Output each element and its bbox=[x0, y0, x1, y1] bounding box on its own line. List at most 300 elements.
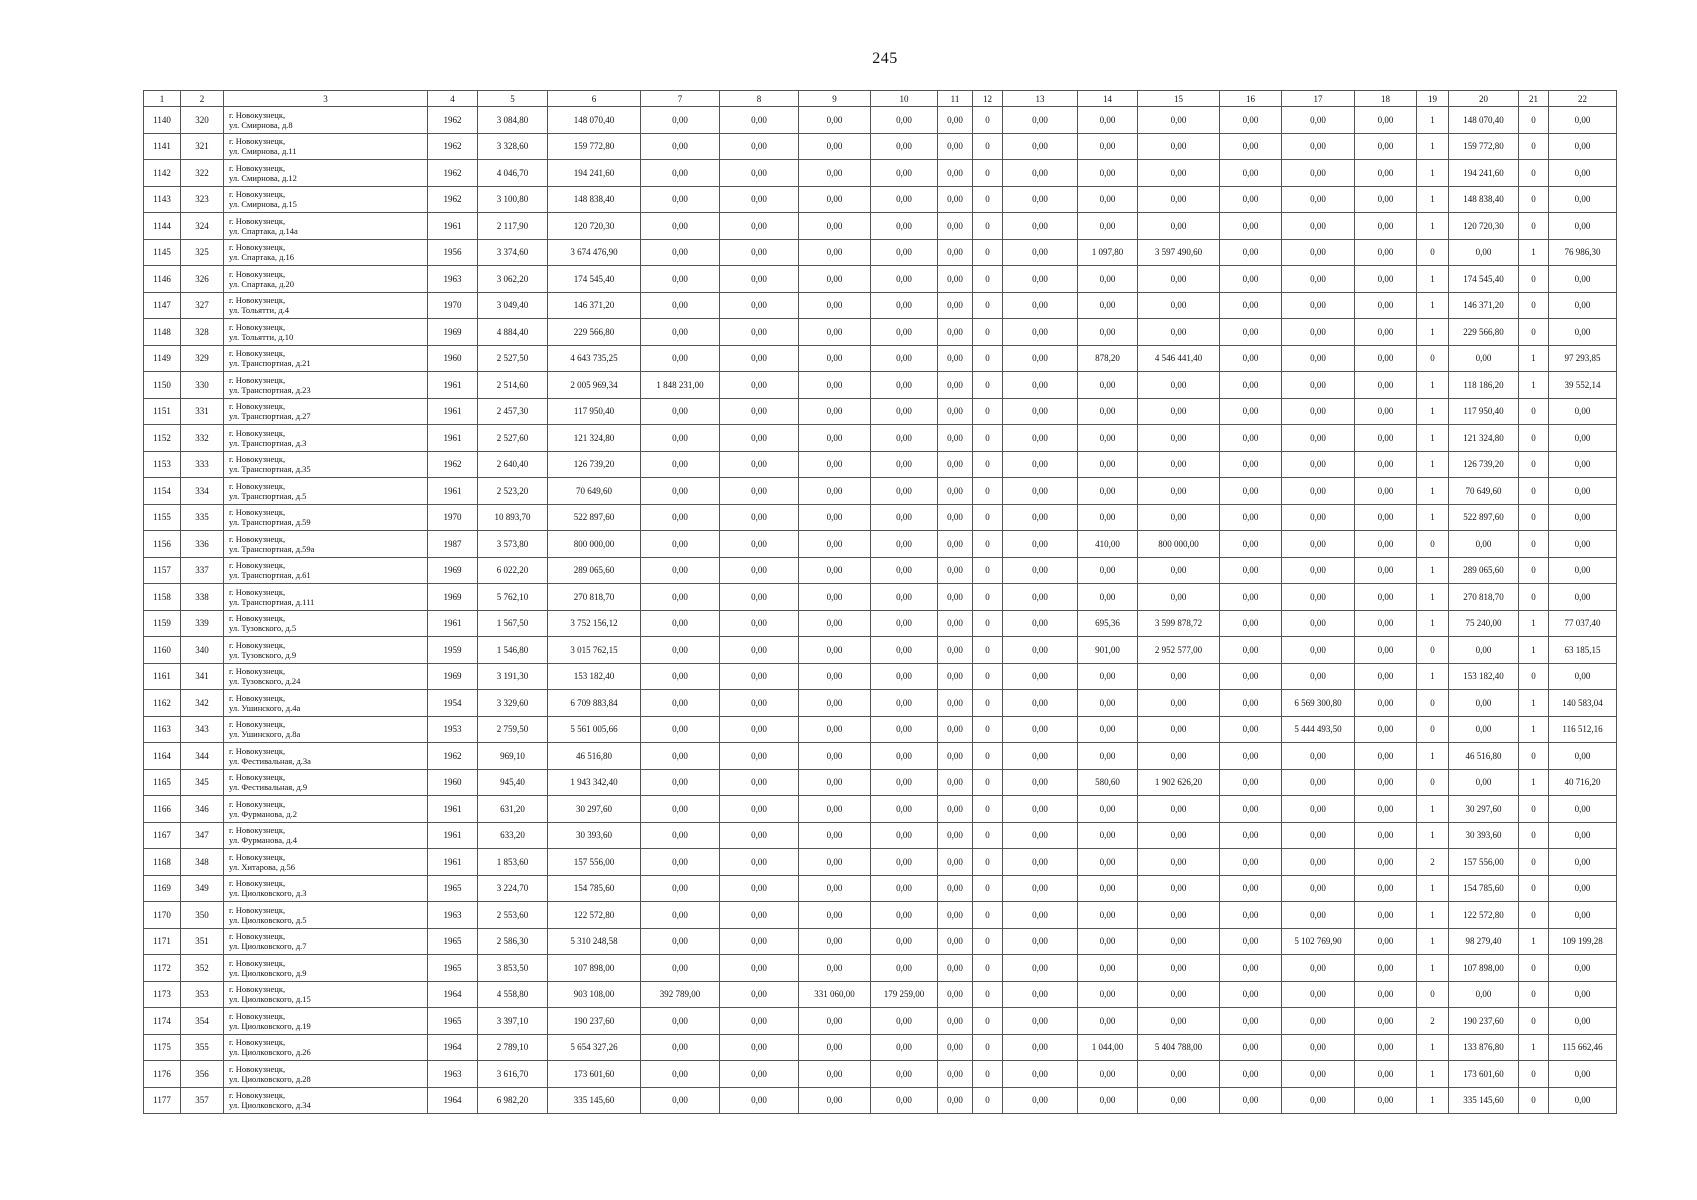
cell-col-9: 0,00 bbox=[799, 478, 871, 505]
cell-col-14: 0,00 bbox=[1078, 875, 1138, 902]
column-number-11: 11 bbox=[938, 91, 973, 107]
cell-col-12: 0 bbox=[973, 584, 1003, 611]
cell-col-11: 0,00 bbox=[938, 1008, 973, 1035]
cell-col-22: 0,00 bbox=[1549, 531, 1617, 558]
cell-col-17: 0,00 bbox=[1282, 1034, 1355, 1061]
cell-col-6: 2 005 969,34 bbox=[548, 372, 641, 399]
table-row bbox=[144, 186, 1617, 213]
cell-col-6: 30 297,60 bbox=[548, 796, 641, 823]
cell-col-2: 346 bbox=[181, 796, 224, 823]
cell-col-17: 0,00 bbox=[1282, 557, 1355, 584]
cell-col-15: 0,00 bbox=[1138, 822, 1220, 849]
cell-col-10: 0,00 bbox=[871, 637, 938, 664]
cell-col-4: 1962 bbox=[428, 743, 478, 770]
cell-col-5: 2 640,40 bbox=[478, 451, 548, 478]
cell-col-17: 0,00 bbox=[1282, 531, 1355, 558]
table-row bbox=[144, 133, 1617, 160]
cell-col-7: 0,00 bbox=[641, 690, 720, 717]
cell-col-14: 0,00 bbox=[1078, 478, 1138, 505]
cell-col-17: 0,00 bbox=[1282, 504, 1355, 531]
column-number-19: 19 bbox=[1417, 91, 1449, 107]
cell-col-4: 1954 bbox=[428, 690, 478, 717]
cell-col-13: 0,00 bbox=[1003, 319, 1078, 346]
cell-col-10: 0,00 bbox=[871, 107, 938, 134]
cell-col-8: 0,00 bbox=[720, 239, 799, 266]
cell-col-20: 522 897,60 bbox=[1449, 504, 1519, 531]
cell-col-4: 1962 bbox=[428, 451, 478, 478]
cell-col-10: 0,00 bbox=[871, 239, 938, 266]
cell-col-21: 1 bbox=[1519, 610, 1549, 637]
cell-col-17: 0,00 bbox=[1282, 345, 1355, 372]
cell-col-2: 333 bbox=[181, 451, 224, 478]
cell-col-17: 0,00 bbox=[1282, 1087, 1355, 1114]
cell-col-6: 522 897,60 bbox=[548, 504, 641, 531]
cell-col-18: 0,00 bbox=[1355, 239, 1417, 266]
cell-col-6: 3 015 762,15 bbox=[548, 637, 641, 664]
cell-col-19: 0 bbox=[1417, 981, 1449, 1008]
address-cell: г. Новокузнецк, ул. Транспортная, д.3 bbox=[224, 425, 428, 452]
cell-col-16: 0,00 bbox=[1220, 451, 1282, 478]
table-row bbox=[144, 239, 1617, 266]
cell-col-19: 0 bbox=[1417, 716, 1449, 743]
cell-col-7: 0,00 bbox=[641, 928, 720, 955]
cell-col-9: 0,00 bbox=[799, 1087, 871, 1114]
cell-col-16: 0,00 bbox=[1220, 690, 1282, 717]
cell-col-16: 0,00 bbox=[1220, 902, 1282, 929]
cell-col-17: 0,00 bbox=[1282, 584, 1355, 611]
table-row bbox=[144, 451, 1617, 478]
column-number-15: 15 bbox=[1138, 91, 1220, 107]
cell-col-7: 0,00 bbox=[641, 1034, 720, 1061]
cell-col-5: 4 558,80 bbox=[478, 981, 548, 1008]
address-cell: г. Новокузнецк, ул. Транспортная, д.23 bbox=[224, 372, 428, 399]
cell-col-21: 1 bbox=[1519, 716, 1549, 743]
cell-col-16: 0,00 bbox=[1220, 133, 1282, 160]
cell-col-6: 5 654 327,26 bbox=[548, 1034, 641, 1061]
cell-col-19: 1 bbox=[1417, 1061, 1449, 1088]
cell-col-13: 0,00 bbox=[1003, 663, 1078, 690]
cell-col-9: 0,00 bbox=[799, 955, 871, 982]
cell-col-9: 0,00 bbox=[799, 769, 871, 796]
cell-col-7: 0,00 bbox=[641, 610, 720, 637]
cell-col-14: 0,00 bbox=[1078, 955, 1138, 982]
cell-col-20: 126 739,20 bbox=[1449, 451, 1519, 478]
cell-col-19: 1 bbox=[1417, 796, 1449, 823]
cell-col-21: 0 bbox=[1519, 266, 1549, 293]
cell-col-14: 1 044,00 bbox=[1078, 1034, 1138, 1061]
cell-col-8: 0,00 bbox=[720, 345, 799, 372]
cell-col-17: 0,00 bbox=[1282, 239, 1355, 266]
column-number-1: 1 bbox=[144, 91, 181, 107]
cell-col-11: 0,00 bbox=[938, 928, 973, 955]
cell-col-13: 0,00 bbox=[1003, 716, 1078, 743]
cell-col-19: 2 bbox=[1417, 849, 1449, 876]
cell-col-4: 1970 bbox=[428, 292, 478, 319]
cell-col-18: 0,00 bbox=[1355, 213, 1417, 240]
column-number-10: 10 bbox=[871, 91, 938, 107]
cell-col-15: 0,00 bbox=[1138, 902, 1220, 929]
cell-col-12: 0 bbox=[973, 1087, 1003, 1114]
cell-col-1: 1154 bbox=[144, 478, 181, 505]
cell-col-19: 1 bbox=[1417, 902, 1449, 929]
cell-col-8: 0,00 bbox=[720, 292, 799, 319]
cell-col-14: 0,00 bbox=[1078, 928, 1138, 955]
cell-col-20: 122 572,80 bbox=[1449, 902, 1519, 929]
cell-col-19: 1 bbox=[1417, 478, 1449, 505]
cell-col-2: 340 bbox=[181, 637, 224, 664]
cell-col-9: 0,00 bbox=[799, 796, 871, 823]
cell-col-11: 0,00 bbox=[938, 822, 973, 849]
cell-col-13: 0,00 bbox=[1003, 133, 1078, 160]
cell-col-13: 0,00 bbox=[1003, 902, 1078, 929]
cell-col-1: 1175 bbox=[144, 1034, 181, 1061]
cell-col-16: 0,00 bbox=[1220, 345, 1282, 372]
cell-col-13: 0,00 bbox=[1003, 1087, 1078, 1114]
column-number-5: 5 bbox=[478, 91, 548, 107]
cell-col-22: 0,00 bbox=[1549, 584, 1617, 611]
cell-col-8: 0,00 bbox=[720, 716, 799, 743]
cell-col-16: 0,00 bbox=[1220, 716, 1282, 743]
cell-col-7: 0,00 bbox=[641, 1087, 720, 1114]
table-row bbox=[144, 584, 1617, 611]
cell-col-13: 0,00 bbox=[1003, 1008, 1078, 1035]
cell-col-21: 1 bbox=[1519, 239, 1549, 266]
column-number-8: 8 bbox=[720, 91, 799, 107]
cell-col-8: 0,00 bbox=[720, 133, 799, 160]
cell-col-11: 0,00 bbox=[938, 637, 973, 664]
address-cell: г. Новокузнецк, ул. Смирнова, д.12 bbox=[224, 160, 428, 187]
cell-col-13: 0,00 bbox=[1003, 239, 1078, 266]
cell-col-1: 1140 bbox=[144, 107, 181, 134]
cell-col-20: 0,00 bbox=[1449, 531, 1519, 558]
cell-col-13: 0,00 bbox=[1003, 769, 1078, 796]
cell-col-18: 0,00 bbox=[1355, 186, 1417, 213]
cell-col-16: 0,00 bbox=[1220, 1034, 1282, 1061]
cell-col-8: 0,00 bbox=[720, 981, 799, 1008]
cell-col-17: 0,00 bbox=[1282, 266, 1355, 293]
cell-col-11: 0,00 bbox=[938, 292, 973, 319]
table-row bbox=[144, 610, 1617, 637]
cell-col-20: 0,00 bbox=[1449, 716, 1519, 743]
cell-col-15: 0,00 bbox=[1138, 690, 1220, 717]
cell-col-13: 0,00 bbox=[1003, 981, 1078, 1008]
cell-col-18: 0,00 bbox=[1355, 1087, 1417, 1114]
cell-col-5: 945,40 bbox=[478, 769, 548, 796]
cell-col-4: 1961 bbox=[428, 610, 478, 637]
cell-col-22: 0,00 bbox=[1549, 955, 1617, 982]
cell-col-10: 0,00 bbox=[871, 292, 938, 319]
cell-col-21: 0 bbox=[1519, 292, 1549, 319]
cell-col-9: 0,00 bbox=[799, 637, 871, 664]
cell-col-9: 0,00 bbox=[799, 902, 871, 929]
cell-col-5: 3 224,70 bbox=[478, 875, 548, 902]
cell-col-10: 0,00 bbox=[871, 557, 938, 584]
cell-col-15: 0,00 bbox=[1138, 557, 1220, 584]
cell-col-2: 337 bbox=[181, 557, 224, 584]
cell-col-22: 0,00 bbox=[1549, 557, 1617, 584]
cell-col-14: 0,00 bbox=[1078, 796, 1138, 823]
column-number-14: 14 bbox=[1078, 91, 1138, 107]
cell-col-1: 1158 bbox=[144, 584, 181, 611]
cell-col-7: 0,00 bbox=[641, 345, 720, 372]
cell-col-12: 0 bbox=[973, 451, 1003, 478]
cell-col-2: 327 bbox=[181, 292, 224, 319]
cell-col-1: 1161 bbox=[144, 663, 181, 690]
cell-col-1: 1168 bbox=[144, 849, 181, 876]
cell-col-11: 0,00 bbox=[938, 345, 973, 372]
cell-col-5: 633,20 bbox=[478, 822, 548, 849]
cell-col-12: 0 bbox=[973, 637, 1003, 664]
cell-col-20: 70 649,60 bbox=[1449, 478, 1519, 505]
cell-col-15: 0,00 bbox=[1138, 716, 1220, 743]
cell-col-13: 0,00 bbox=[1003, 398, 1078, 425]
cell-col-21: 0 bbox=[1519, 425, 1549, 452]
cell-col-8: 0,00 bbox=[720, 902, 799, 929]
cell-col-14: 878,20 bbox=[1078, 345, 1138, 372]
cell-col-8: 0,00 bbox=[720, 478, 799, 505]
cell-col-20: 118 186,20 bbox=[1449, 372, 1519, 399]
cell-col-12: 0 bbox=[973, 266, 1003, 293]
cell-col-18: 0,00 bbox=[1355, 133, 1417, 160]
cell-col-1: 1171 bbox=[144, 928, 181, 955]
cell-col-20: 30 297,60 bbox=[1449, 796, 1519, 823]
address-cell: г. Новокузнецк, ул. Циолковского, д.28 bbox=[224, 1061, 428, 1088]
cell-col-6: 148 838,40 bbox=[548, 186, 641, 213]
table-row bbox=[144, 531, 1617, 558]
cell-col-15: 0,00 bbox=[1138, 504, 1220, 531]
cell-col-14: 0,00 bbox=[1078, 743, 1138, 770]
cell-col-15: 0,00 bbox=[1138, 372, 1220, 399]
cell-col-15: 0,00 bbox=[1138, 133, 1220, 160]
table-row bbox=[144, 981, 1617, 1008]
cell-col-9: 0,00 bbox=[799, 743, 871, 770]
cell-col-10: 0,00 bbox=[871, 902, 938, 929]
cell-col-1: 1144 bbox=[144, 213, 181, 240]
cell-col-6: 120 720,30 bbox=[548, 213, 641, 240]
cell-col-6: 148 070,40 bbox=[548, 107, 641, 134]
cell-col-20: 289 065,60 bbox=[1449, 557, 1519, 584]
cell-col-16: 0,00 bbox=[1220, 531, 1282, 558]
cell-col-7: 0,00 bbox=[641, 266, 720, 293]
cell-col-5: 2 117,90 bbox=[478, 213, 548, 240]
table-row bbox=[144, 928, 1617, 955]
cell-col-16: 0,00 bbox=[1220, 160, 1282, 187]
cell-col-11: 0,00 bbox=[938, 769, 973, 796]
cell-col-17: 0,00 bbox=[1282, 822, 1355, 849]
cell-col-19: 1 bbox=[1417, 610, 1449, 637]
cell-col-22: 0,00 bbox=[1549, 981, 1617, 1008]
cell-col-16: 0,00 bbox=[1220, 107, 1282, 134]
cell-col-11: 0,00 bbox=[938, 107, 973, 134]
table-row bbox=[144, 1034, 1617, 1061]
cell-col-2: 350 bbox=[181, 902, 224, 929]
column-number-3: 3 bbox=[224, 91, 428, 107]
table-row bbox=[144, 504, 1617, 531]
cell-col-21: 0 bbox=[1519, 875, 1549, 902]
cell-col-1: 1152 bbox=[144, 425, 181, 452]
cell-col-17: 0,00 bbox=[1282, 849, 1355, 876]
address-cell: г. Новокузнецк, ул. Тузовского, д.5 bbox=[224, 610, 428, 637]
cell-col-17: 0,00 bbox=[1282, 796, 1355, 823]
cell-col-12: 0 bbox=[973, 928, 1003, 955]
cell-col-14: 0,00 bbox=[1078, 266, 1138, 293]
cell-col-5: 2 789,10 bbox=[478, 1034, 548, 1061]
table-row bbox=[144, 292, 1617, 319]
cell-col-12: 0 bbox=[973, 1061, 1003, 1088]
cell-col-19: 1 bbox=[1417, 875, 1449, 902]
cell-col-18: 0,00 bbox=[1355, 1034, 1417, 1061]
cell-col-7: 0,00 bbox=[641, 213, 720, 240]
table-row bbox=[144, 743, 1617, 770]
cell-col-1: 1151 bbox=[144, 398, 181, 425]
cell-col-19: 1 bbox=[1417, 292, 1449, 319]
cell-col-1: 1147 bbox=[144, 292, 181, 319]
cell-col-18: 0,00 bbox=[1355, 716, 1417, 743]
cell-col-13: 0,00 bbox=[1003, 610, 1078, 637]
cell-col-4: 1965 bbox=[428, 875, 478, 902]
cell-col-19: 0 bbox=[1417, 345, 1449, 372]
cell-col-4: 1970 bbox=[428, 504, 478, 531]
cell-col-1: 1145 bbox=[144, 239, 181, 266]
cell-col-18: 0,00 bbox=[1355, 1061, 1417, 1088]
cell-col-22: 116 512,16 bbox=[1549, 716, 1617, 743]
column-number-9: 9 bbox=[799, 91, 871, 107]
cell-col-16: 0,00 bbox=[1220, 557, 1282, 584]
cell-col-18: 0,00 bbox=[1355, 372, 1417, 399]
cell-col-6: 335 145,60 bbox=[548, 1087, 641, 1114]
cell-col-20: 173 601,60 bbox=[1449, 1061, 1519, 1088]
cell-col-18: 0,00 bbox=[1355, 663, 1417, 690]
address-cell: г. Новокузнецк, ул. Тольятти, д.4 bbox=[224, 292, 428, 319]
cell-col-15: 2 952 577,00 bbox=[1138, 637, 1220, 664]
cell-col-1: 1167 bbox=[144, 822, 181, 849]
cell-col-4: 1965 bbox=[428, 1008, 478, 1035]
cell-col-20: 46 516,80 bbox=[1449, 743, 1519, 770]
cell-col-1: 1170 bbox=[144, 902, 181, 929]
cell-col-13: 0,00 bbox=[1003, 266, 1078, 293]
cell-col-18: 0,00 bbox=[1355, 398, 1417, 425]
cell-col-19: 1 bbox=[1417, 319, 1449, 346]
cell-col-6: 159 772,80 bbox=[548, 133, 641, 160]
cell-col-18: 0,00 bbox=[1355, 955, 1417, 982]
cell-col-21: 0 bbox=[1519, 451, 1549, 478]
cell-col-20: 153 182,40 bbox=[1449, 663, 1519, 690]
cell-col-22: 77 037,40 bbox=[1549, 610, 1617, 637]
cell-col-11: 0,00 bbox=[938, 1061, 973, 1088]
cell-col-7: 392 789,00 bbox=[641, 981, 720, 1008]
cell-col-7: 0,00 bbox=[641, 398, 720, 425]
cell-col-1: 1149 bbox=[144, 345, 181, 372]
cell-col-5: 3 191,30 bbox=[478, 663, 548, 690]
cell-col-13: 0,00 bbox=[1003, 822, 1078, 849]
cell-col-11: 0,00 bbox=[938, 663, 973, 690]
cell-col-21: 1 bbox=[1519, 769, 1549, 796]
cell-col-8: 0,00 bbox=[720, 1008, 799, 1035]
cell-col-14: 1 097,80 bbox=[1078, 239, 1138, 266]
cell-col-19: 1 bbox=[1417, 133, 1449, 160]
cell-col-2: 335 bbox=[181, 504, 224, 531]
cell-col-16: 0,00 bbox=[1220, 504, 1282, 531]
address-cell: г. Новокузнецк, ул. Ушинского, д.4а bbox=[224, 690, 428, 717]
cell-col-5: 3 853,50 bbox=[478, 955, 548, 982]
cell-col-7: 0,00 bbox=[641, 451, 720, 478]
cell-col-5: 2 514,60 bbox=[478, 372, 548, 399]
cell-col-19: 1 bbox=[1417, 266, 1449, 293]
address-cell: г. Новокузнецк, ул. Фурманова, д.4 bbox=[224, 822, 428, 849]
cell-col-1: 1176 bbox=[144, 1061, 181, 1088]
cell-col-1: 1148 bbox=[144, 319, 181, 346]
cell-col-19: 2 bbox=[1417, 1008, 1449, 1035]
cell-col-16: 0,00 bbox=[1220, 981, 1282, 1008]
cell-col-12: 0 bbox=[973, 186, 1003, 213]
table-row bbox=[144, 822, 1617, 849]
cell-col-1: 1159 bbox=[144, 610, 181, 637]
cell-col-12: 0 bbox=[973, 133, 1003, 160]
cell-col-13: 0,00 bbox=[1003, 796, 1078, 823]
cell-col-10: 0,00 bbox=[871, 160, 938, 187]
cell-col-9: 0,00 bbox=[799, 1034, 871, 1061]
cell-col-11: 0,00 bbox=[938, 716, 973, 743]
address-cell: г. Новокузнецк, ул. Циолковского, д.15 bbox=[224, 981, 428, 1008]
cell-col-10: 0,00 bbox=[871, 1087, 938, 1114]
cell-col-9: 0,00 bbox=[799, 266, 871, 293]
cell-col-10: 0,00 bbox=[871, 504, 938, 531]
cell-col-10: 179 259,00 bbox=[871, 981, 938, 1008]
cell-col-4: 1960 bbox=[428, 345, 478, 372]
cell-col-4: 1961 bbox=[428, 822, 478, 849]
cell-col-8: 0,00 bbox=[720, 213, 799, 240]
cell-col-8: 0,00 bbox=[720, 107, 799, 134]
cell-col-11: 0,00 bbox=[938, 425, 973, 452]
cell-col-17: 5 102 769,90 bbox=[1282, 928, 1355, 955]
cell-col-5: 4 884,40 bbox=[478, 319, 548, 346]
cell-col-11: 0,00 bbox=[938, 557, 973, 584]
cell-col-1: 1173 bbox=[144, 981, 181, 1008]
cell-col-10: 0,00 bbox=[871, 716, 938, 743]
cell-col-7: 0,00 bbox=[641, 504, 720, 531]
cell-col-13: 0,00 bbox=[1003, 504, 1078, 531]
cell-col-2: 334 bbox=[181, 478, 224, 505]
cell-col-14: 0,00 bbox=[1078, 398, 1138, 425]
cell-col-14: 0,00 bbox=[1078, 1061, 1138, 1088]
cell-col-8: 0,00 bbox=[720, 398, 799, 425]
cell-col-21: 0 bbox=[1519, 478, 1549, 505]
cell-col-6: 70 649,60 bbox=[548, 478, 641, 505]
cell-col-20: 30 393,60 bbox=[1449, 822, 1519, 849]
address-cell: г. Новокузнецк, ул. Циолковского, д.19 bbox=[224, 1008, 428, 1035]
address-cell: г. Новокузнецк, ул. Спартака, д.20 bbox=[224, 266, 428, 293]
cell-col-22: 0,00 bbox=[1549, 478, 1617, 505]
table-row bbox=[144, 769, 1617, 796]
column-number-7: 7 bbox=[641, 91, 720, 107]
cell-col-20: 98 279,40 bbox=[1449, 928, 1519, 955]
cell-col-19: 1 bbox=[1417, 398, 1449, 425]
cell-col-18: 0,00 bbox=[1355, 584, 1417, 611]
cell-col-18: 0,00 bbox=[1355, 345, 1417, 372]
table-row bbox=[144, 796, 1617, 823]
cell-col-10: 0,00 bbox=[871, 425, 938, 452]
cell-col-8: 0,00 bbox=[720, 1061, 799, 1088]
cell-col-15: 0,00 bbox=[1138, 425, 1220, 452]
cell-col-1: 1164 bbox=[144, 743, 181, 770]
cell-col-7: 0,00 bbox=[641, 769, 720, 796]
cell-col-15: 0,00 bbox=[1138, 186, 1220, 213]
address-cell: г. Новокузнецк, ул. Транспортная, д.35 bbox=[224, 451, 428, 478]
cell-col-12: 0 bbox=[973, 955, 1003, 982]
cell-col-19: 1 bbox=[1417, 822, 1449, 849]
cell-col-9: 0,00 bbox=[799, 292, 871, 319]
cell-col-18: 0,00 bbox=[1355, 875, 1417, 902]
